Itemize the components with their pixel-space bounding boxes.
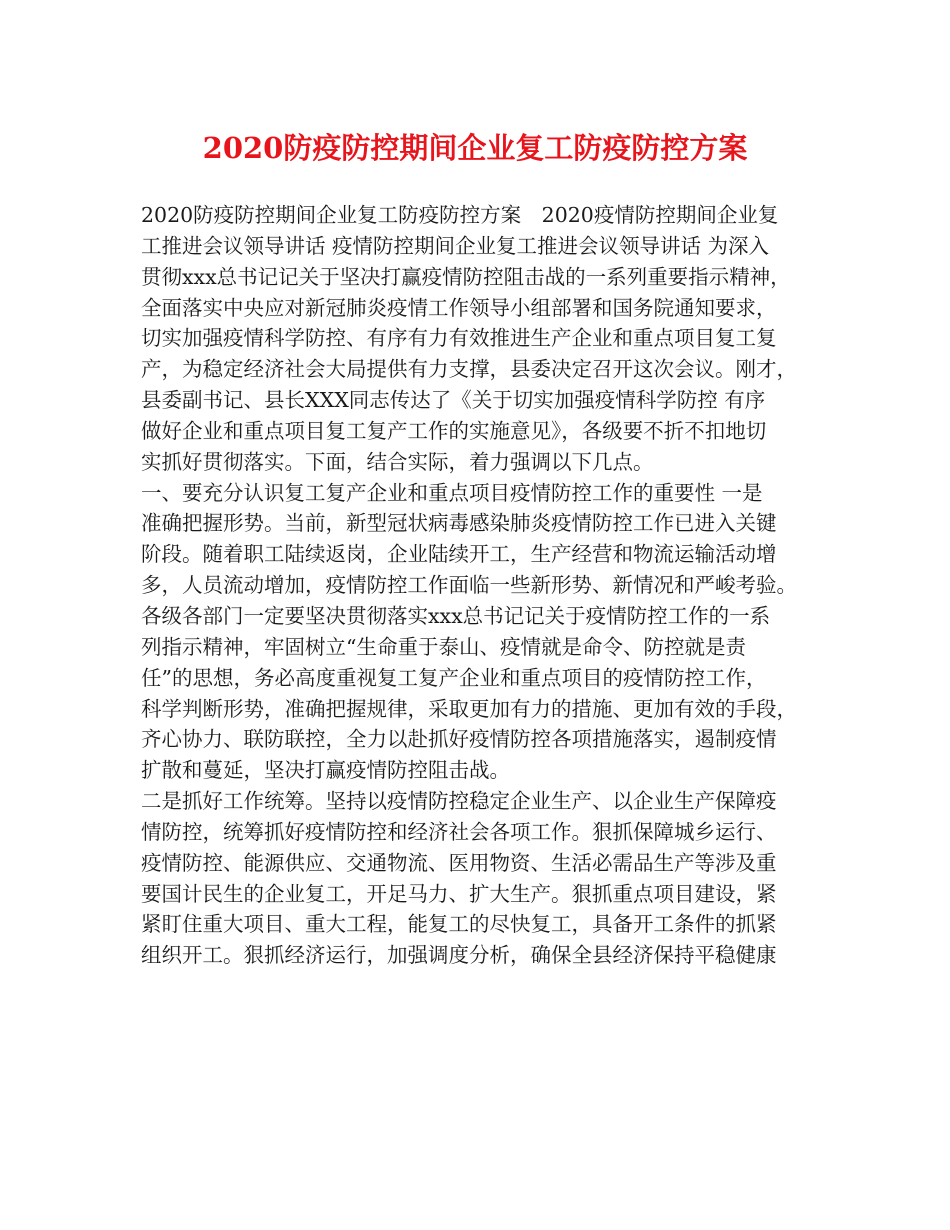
body-line: 齐心协力、联防联控，全力以赴抓好疫情防控各项措施落实，遏制疫情 (141, 727, 777, 752)
body-line: 做好企业和重点项目复工复产工作的实施意见》，各级要不折不扣地切 (141, 418, 767, 443)
body-line: 科学判断形势，准确把握规律，采取更加有力的措施、更加有效的手段， (141, 696, 797, 721)
body-line: 各级各部门一定要坚决贯彻落实xxx总书记记关于疫情防控工作的一系 (141, 603, 771, 628)
body-line: 2020防疫防控期间企业复工防疫防控方案 2020疫情防控期间企业复 (141, 203, 779, 227)
body-line: 全面落实中央应对新冠肺炎疫情工作领导小组部署和国务院通知要求， (141, 295, 777, 320)
body-line: 二是抓好工作统筹。坚持以疫情防控稳定企业生产、以企业生产保障疫 (141, 789, 777, 814)
body-line: 列指示精神，牢固树立“生命重于泰山、疫情就是命令、防控就是责 (141, 634, 746, 659)
body-line: 准确把握形势。当前，新型冠状病毒感染肺炎疫情防控工作已进入关键 (141, 511, 777, 536)
body-line: 紧盯住重大项目、重大工程，能复工的尽快复工，具备开工条件的抓紧 (141, 912, 777, 937)
body-line: 任”的思想，务必高度重视复工复产企业和重点项目的疫情防控工作， (141, 665, 767, 690)
body-line: 产，为稳定经济社会大局提供有力支撑，县委决定召开这次会议。刚才， (141, 357, 797, 382)
body-line: 阶段。随着职工陆续返岗，企业陆续开工，生产经营和物流运输活动增 (141, 542, 777, 567)
body-line: 实抓好贯彻落实。下面，结合实际，着力强调以下几点。 (141, 449, 654, 474)
body-line: 工推进会议领导讲话 疫情防控期间企业复工推进会议领导讲话 为深入 (141, 233, 770, 258)
body-line: 疫情防控、能源供应、交通物流、医用物资、生活必需品生产等涉及重 (141, 850, 777, 875)
body-line: 多，人员流动增加，疫情防控工作面临一些新形势、新情况和严峻考验。 (141, 573, 797, 598)
body-line: 组织开工。狠抓经济运行，加强调度分析，确保全县经济保持平稳健康 (141, 943, 777, 968)
document-body (141, 200, 831, 971)
body-line: 要国计民生的企业复工，开足马力、扩大生产。狠抓重点项目建设，紧 (141, 881, 777, 906)
body-line: 县委副书记、县长XXX同志传达了《关于切实加强疫情科学防控 有序 (141, 388, 766, 413)
body-line: 扩散和蔓延，坚决打赢疫情防控阻击战。 (141, 758, 510, 783)
body-line: 切实加强疫情科学防控、有序有力有效推进生产企业和重点项目复工复 (141, 326, 777, 351)
body-line: 一、要充分认识复工复产企业和重点项目疫情防控工作的重要性 一是 (141, 480, 763, 505)
document-title: 2020防疫防控期间企业复工防疫防控方案 (202, 131, 748, 165)
body-line: 情防控，统筹抓好疫情防控和经济社会各项工作。狠抓保障城乡运行、 (141, 819, 777, 844)
body-line: 贯彻xxx总书记记关于坚决打赢疫情防控阻击战的一系列重要指示精神， (141, 264, 791, 289)
